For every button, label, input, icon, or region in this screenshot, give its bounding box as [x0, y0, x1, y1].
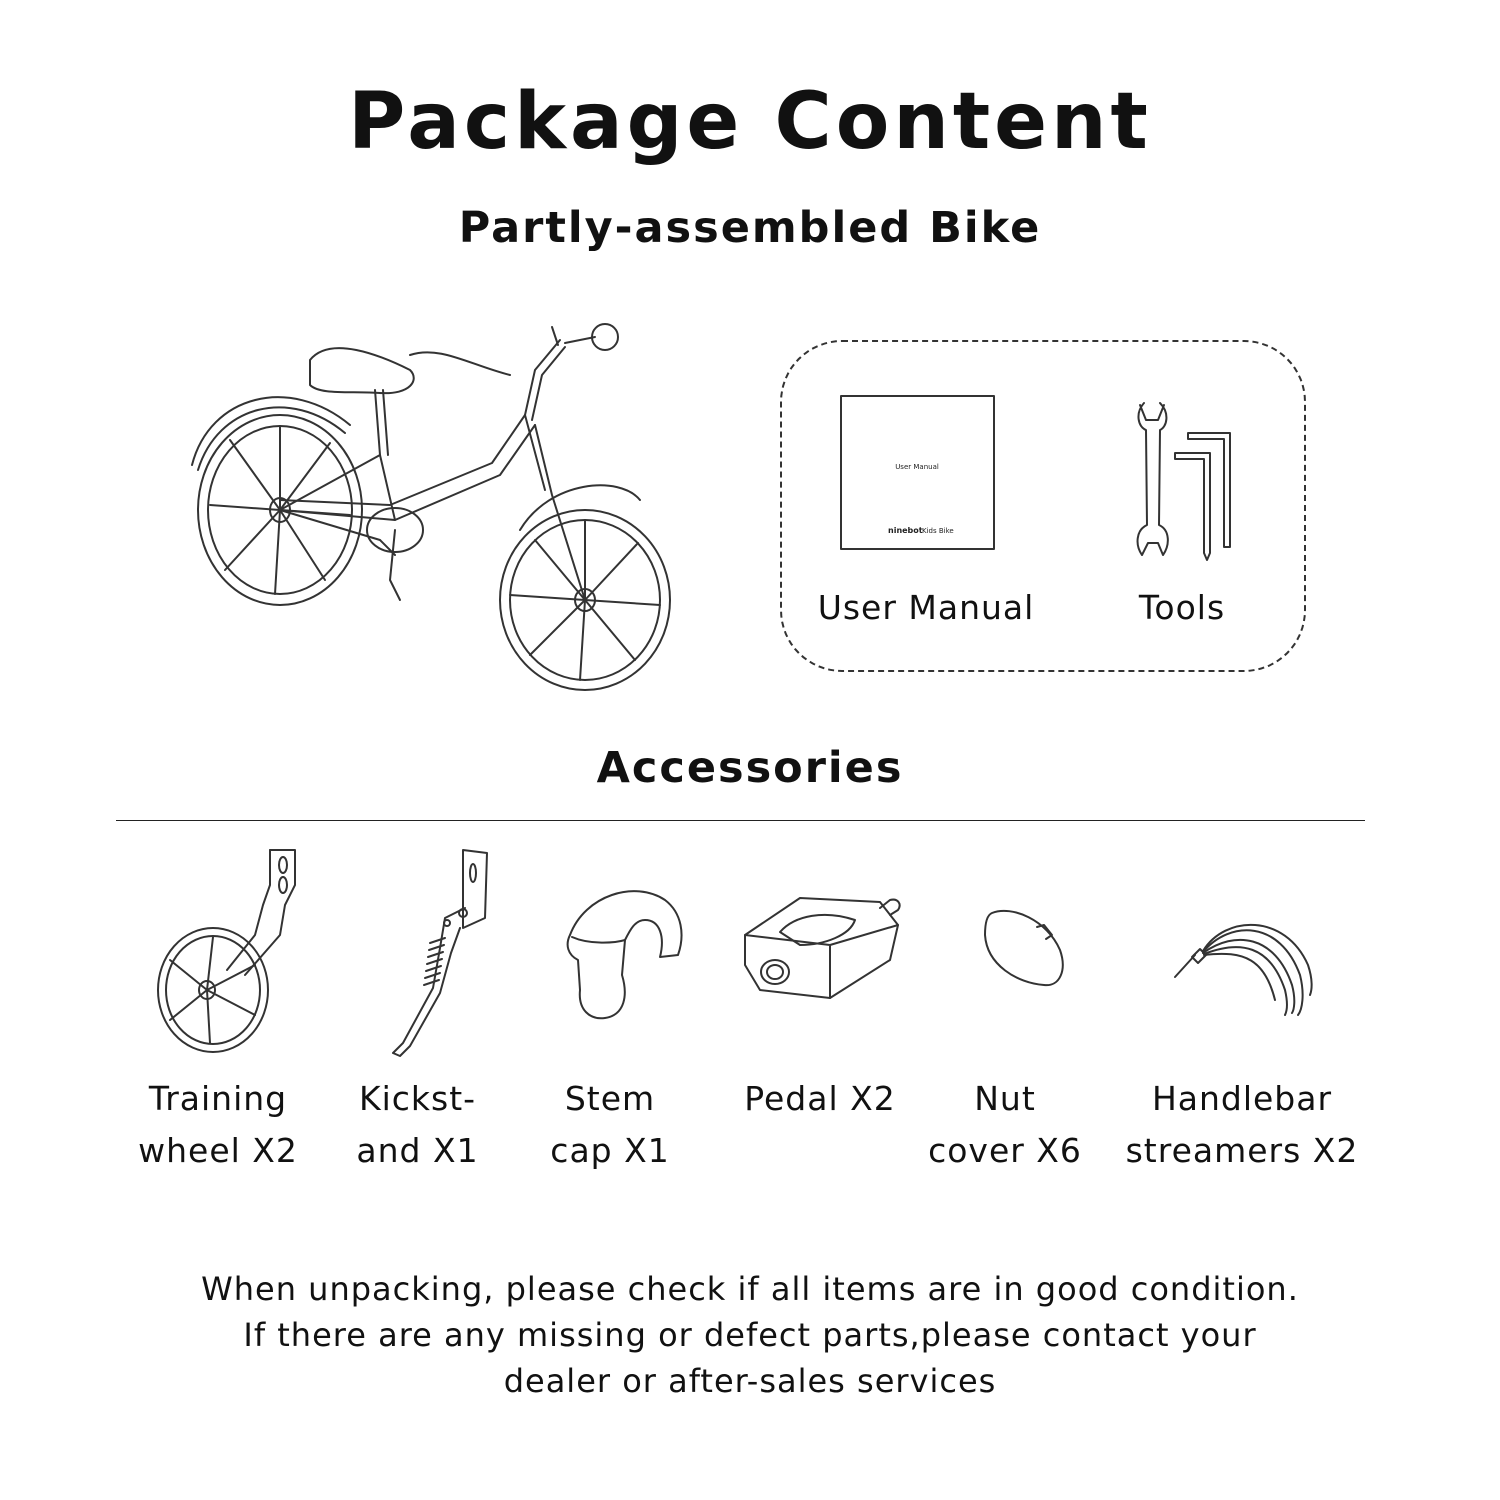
manual-cover-product: Kids Bike — [922, 527, 954, 535]
training-wheel-icon — [155, 845, 305, 1060]
pedal-icon — [740, 890, 905, 1005]
manual-cover-title: User Manual — [895, 463, 939, 471]
section-title-accessories: Accessories — [596, 743, 904, 793]
accessory-label-nut-cover: Nut cover X6 — [928, 1079, 1082, 1170]
section-title-bike: Partly-assembled Bike — [458, 203, 1042, 253]
user-manual-label: User Manual — [817, 588, 1035, 627]
accessory-label-handlebar-streamers: Handlebar streamers X2 — [1125, 1079, 1359, 1170]
handlebar-streamers-icon — [1170, 915, 1315, 1020]
stem-cap-icon — [560, 875, 690, 1025]
nut-cover-icon — [982, 905, 1072, 995]
tools-label: Tools — [1138, 588, 1226, 627]
accessory-label-pedal: Pedal X2 — [744, 1079, 896, 1118]
tools-icon — [1130, 395, 1240, 565]
bike-illustration — [180, 315, 700, 705]
page-title: Package Content — [348, 77, 1152, 167]
accessory-label-stem-cap: Stem cap X1 — [550, 1079, 670, 1170]
kickstand-icon — [385, 848, 495, 1063]
accessory-label-kickstand: Kickst- and X1 — [356, 1079, 479, 1170]
manual-cover-brand: ninebot — [888, 526, 923, 535]
user-manual-icon — [840, 395, 995, 550]
accessory-label-training-wheel: Training wheel X2 — [138, 1079, 298, 1170]
unpacking-note: When unpacking, please check if all items are in good condition. If there are any missing or defect parts,please contact your dealer or after-sales services — [201, 1270, 1299, 1400]
section-divider — [116, 820, 1365, 821]
